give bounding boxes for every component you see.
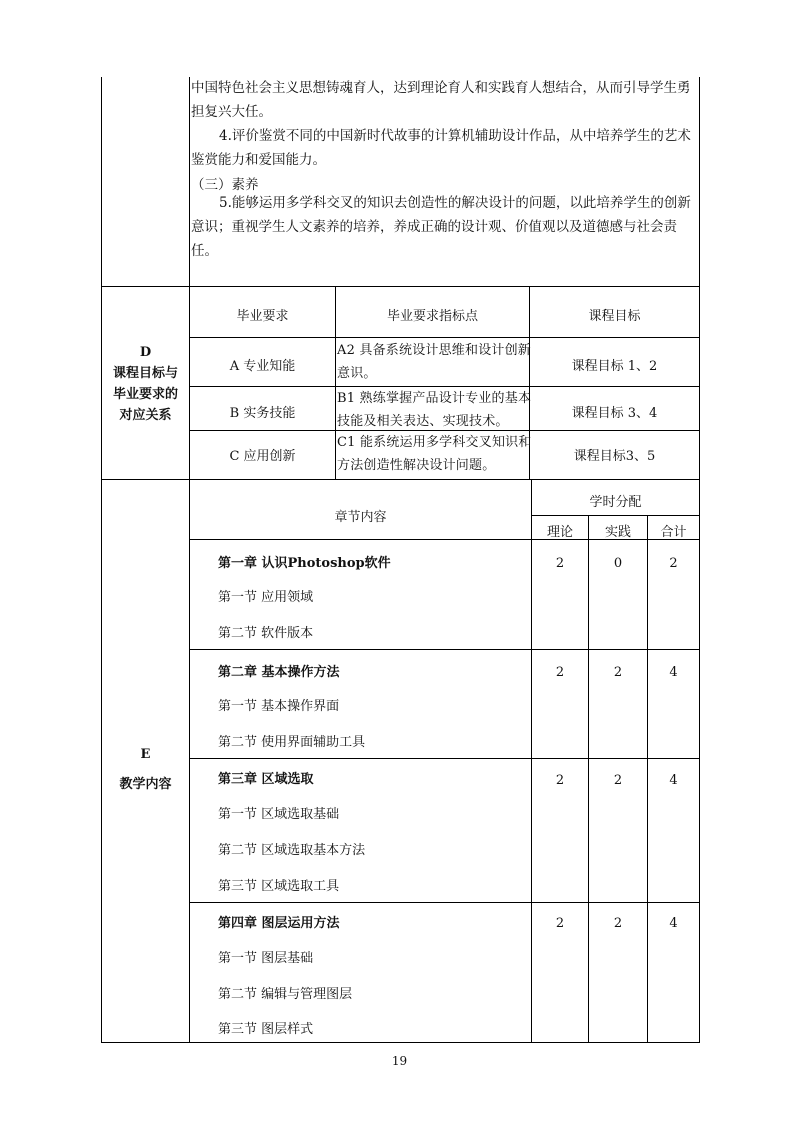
e-chapter-divider-1 xyxy=(189,649,700,650)
d-row-2-indicator: B1 熟练掌握产品设计专业的基本技能及相关表达、实现技术。 xyxy=(337,391,532,429)
chapter-4-practice: 2 xyxy=(613,916,623,931)
section-e-top-border xyxy=(101,479,700,480)
chapter-3-total: 4 xyxy=(669,773,678,788)
section-d-label xyxy=(102,342,189,426)
chapter-1-practice: 0 xyxy=(613,556,623,571)
chapter-4-title: 第四章 图层运用方法 xyxy=(218,916,340,931)
chapter-3-practice: 2 xyxy=(613,773,623,788)
chapter-4-section-2: 第二节 编辑与管理图层 xyxy=(218,987,353,1002)
page-number: 19 xyxy=(391,1054,408,1068)
chapter-4-theory: 2 xyxy=(555,916,565,931)
section-e-title: 教学内容 xyxy=(119,777,172,792)
chapter-2-practice: 2 xyxy=(613,665,623,680)
chapter-1-title: 第一章 认识Photoshop软件 xyxy=(218,556,391,571)
chapter-1-total: 2 xyxy=(669,556,678,571)
chapter-1-theory: 2 xyxy=(555,556,565,571)
chapter-3-section-3: 第三节 区域选取工具 xyxy=(218,879,340,894)
chapter-2-section-1: 第一节 基本操作界面 xyxy=(218,699,340,714)
e-header-hours: 学时分配 xyxy=(589,495,642,510)
objective-paragraph-cont: 中国特色社会主义思想铸魂育人，达到理论育人和实践育人想结合，从而引导学生勇担复兴大任。 xyxy=(191,80,691,120)
chapter-4-section-1: 第一节 图层基础 xyxy=(218,951,314,966)
e-chapter-divider-2 xyxy=(189,758,700,759)
chapter-4-total: 4 xyxy=(669,916,678,931)
e-header-content: 章节内容 xyxy=(334,510,387,525)
d-row-3-goal: 课程目标3、5 xyxy=(573,449,656,464)
section-d-code: D xyxy=(139,345,152,360)
chapter-3-section-1: 第一节 区域选取基础 xyxy=(218,807,340,822)
d-header-goal: 课程目标 xyxy=(588,309,641,324)
e-header-theory: 理论 xyxy=(546,525,573,540)
e-header-total: 合计 xyxy=(660,525,687,540)
label-column-divider xyxy=(189,77,190,1043)
section-d-title-line-1: 课程目标与 xyxy=(112,366,178,381)
section-e-code: E xyxy=(140,747,151,762)
objective-paragraph-4: 4.评价鉴赏不同的中国新时代故事的计算机辅助设计作品，从中培养学生的艺术鉴赏能力和爱国能力。 xyxy=(191,128,691,168)
d-header-divider xyxy=(189,337,700,338)
d-row-2-requirement: B 实务技能 xyxy=(229,406,296,421)
chapter-1-section-2: 第二节 软件版本 xyxy=(218,626,314,641)
d-header-requirement: 毕业要求 xyxy=(236,309,289,324)
literacy-heading: （三）素养 xyxy=(191,177,259,193)
d-row-2-goal: 课程目标 3、4 xyxy=(571,406,658,421)
chapter-1-section-1: 第一节 应用领域 xyxy=(218,590,314,605)
chapter-2-total: 4 xyxy=(669,665,678,680)
chapter-2-theory: 2 xyxy=(555,665,565,680)
d-header-indicator: 毕业要求指标点 xyxy=(386,309,478,324)
chapter-2-title: 第二章 基本操作方法 xyxy=(218,665,340,680)
section-d-title-line-2: 毕业要求的 xyxy=(112,387,178,402)
d-row-3-indicator: C1 能系统运用多学科交叉知识和方法创造性解决设计问题。 xyxy=(337,435,532,473)
d-row-3-requirement: C 应用创新 xyxy=(229,449,296,464)
e-hours-divider xyxy=(531,515,700,516)
d-row-1-requirement: A 专业知能 xyxy=(229,359,296,374)
chapter-3-theory: 2 xyxy=(555,773,565,788)
chapter-2-section-2: 第二节 使用界面辅助工具 xyxy=(218,735,366,750)
e-chapter-divider-3 xyxy=(189,902,700,903)
table-left-border xyxy=(101,77,102,1043)
chapter-3-title: 第三章 区域选取 xyxy=(218,772,314,787)
section-e-label xyxy=(102,740,189,800)
table-bottom-border xyxy=(101,1042,700,1043)
d-row-1-goal: 课程目标 1、2 xyxy=(571,359,658,374)
section-d-top-border xyxy=(101,286,700,287)
chapter-3-section-2: 第二节 区域选取基本方法 xyxy=(218,843,366,858)
e-header-practice: 实践 xyxy=(604,525,631,540)
d-row-1-indicator: A2 具备系统设计思维和设计创新意识。 xyxy=(337,343,531,381)
section-d-title-line-3: 对应关系 xyxy=(119,408,172,423)
chapter-4-section-3: 第三节 图层样式 xyxy=(218,1022,314,1037)
objective-paragraph-5: 5.能够运用多学科交叉的知识去创造性的解决设计的问题，以此培养学生的创新意识；重视学生人文素养的培养，养成正确的设计观、价值观以及道德感与社会责任。 xyxy=(191,195,691,259)
